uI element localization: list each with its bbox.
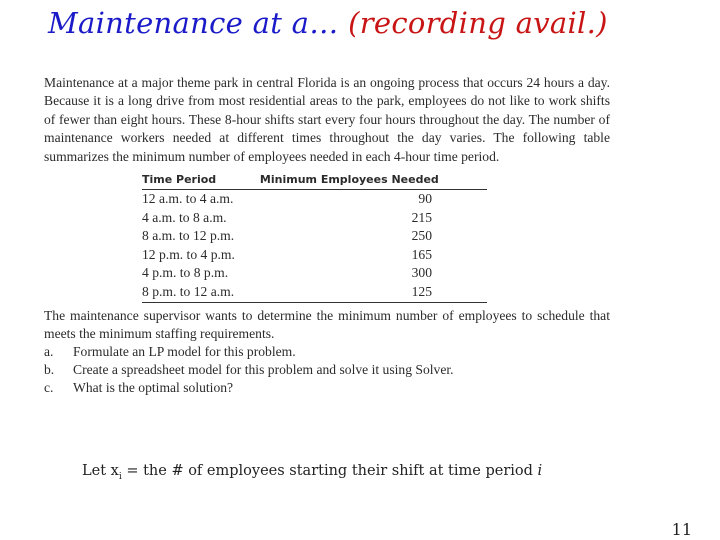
question-label: c. <box>44 379 54 395</box>
table-row <box>142 246 487 265</box>
table-row <box>142 190 487 209</box>
time-period-cell: 4 a.m. to 8 a.m. <box>142 209 227 225</box>
definition-text: = the # of employees starting their shift at time period <box>121 463 538 479</box>
header-time-period: Time Period <box>142 171 260 190</box>
header-min-employees: Minimum Employees Needed <box>260 171 487 190</box>
employees-cell: 215 <box>411 209 432 225</box>
question-label: a. <box>44 344 54 360</box>
question-text: Formulate an LP model for this problem. <box>73 344 296 360</box>
page-number: 11 <box>671 520 692 539</box>
time-period-cell: 12 p.m. to 4 p.m. <box>142 246 235 262</box>
time-period-cell: 8 a.m. to 12 p.m. <box>142 228 235 244</box>
employees-cell: 250 <box>411 228 432 244</box>
table-header-row <box>142 171 487 190</box>
time-period-cell: 8 p.m. to 12 a.m. <box>142 283 260 302</box>
employees-cell: 90 <box>418 191 432 207</box>
problem-statement <box>44 74 610 396</box>
recording-note: (recording avail.) <box>348 6 608 40</box>
problem-followup: The maintenance supervisor wants to determine the minimum number of employees to schedule that meets the minimum staffing requirements. <box>44 307 610 341</box>
time-period-cell: 12 a.m. to 4 a.m. <box>142 191 234 207</box>
list-item <box>44 343 610 361</box>
definition-subscript: i <box>118 471 122 482</box>
variable-definition <box>82 463 542 482</box>
question-list <box>44 343 610 396</box>
slide-title <box>48 6 608 40</box>
list-item <box>44 379 610 397</box>
table-row <box>142 209 487 228</box>
list-item <box>44 361 610 379</box>
employees-cell: 165 <box>411 246 432 262</box>
question-label: b. <box>44 362 55 377</box>
employees-cell: 125 <box>260 283 487 302</box>
question-text: What is the optimal solution? <box>73 379 234 395</box>
time-period-cell: 4 p.m. to 8 p.m. <box>142 265 229 281</box>
definition-prefix: Let x <box>82 463 119 479</box>
table-row <box>142 264 487 283</box>
question-text: Create a spreadsheet model for this problem and solve it using Solver. <box>73 362 454 377</box>
slide-title-main: Maintenance at a… <box>48 6 339 40</box>
table-row <box>142 227 487 246</box>
employees-cell: 300 <box>411 265 432 281</box>
definition-variable: i <box>537 463 543 479</box>
staffing-table <box>142 171 487 303</box>
problem-intro: Maintenance at a major theme park in central Florida is an ongoing process that occurs 24 hours a day. Because it is a long drive from most residential areas to the park, employees do not like to work shifts of fewer than eight hours. These 8-hour shifts start every four hours throughout the day. The number of maintenance workers needed at different times throughout the day varies. The following table summarizes the minimum number of employees needed in each 4-hour time period. <box>44 75 610 164</box>
table-row <box>142 283 487 302</box>
